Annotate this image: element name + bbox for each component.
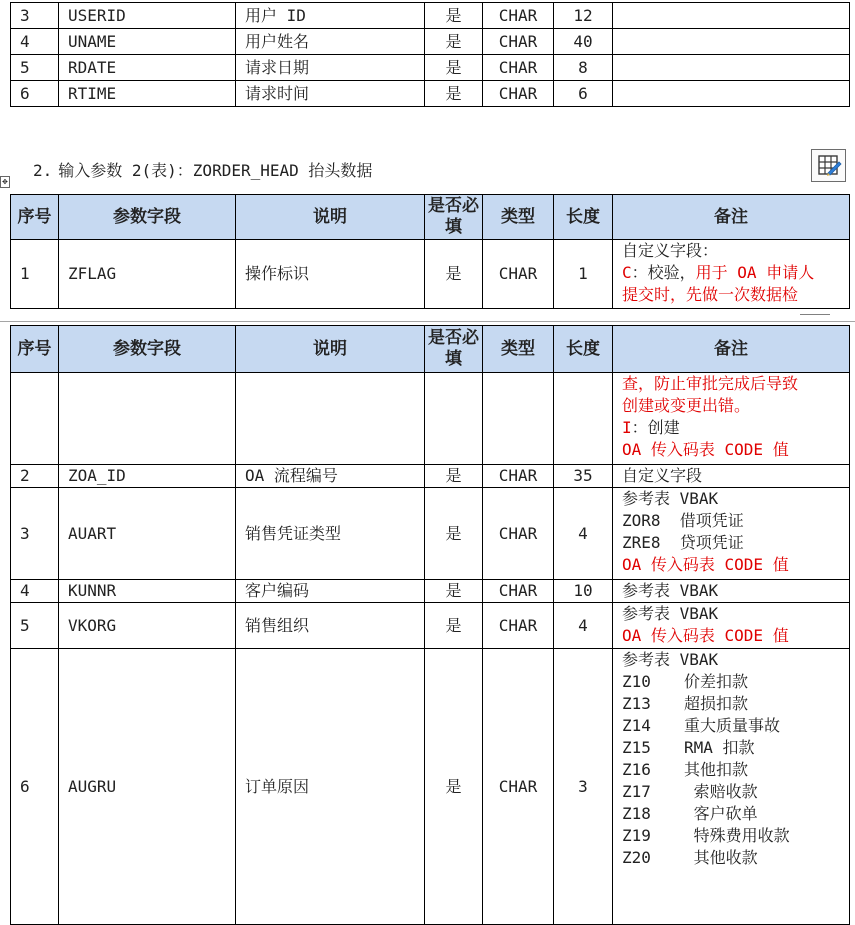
row-desc: 用户姓名 xyxy=(236,29,425,55)
row-length: 3 xyxy=(554,649,613,925)
row-desc: 操作标识 xyxy=(236,240,425,309)
row-note: 参考表 VBAK xyxy=(613,580,850,603)
parameter-table-1 xyxy=(10,2,850,107)
row-required: 是 xyxy=(425,81,483,107)
row-desc: 请求时间 xyxy=(236,81,425,107)
section-heading xyxy=(33,158,378,181)
reason-code-row xyxy=(622,737,849,759)
row-field: UNAME xyxy=(59,29,236,55)
reason-code-row xyxy=(622,781,849,803)
reason-code: Z20 xyxy=(622,848,651,867)
row-field: USERID xyxy=(59,3,236,29)
note-text-red: 用于 OA 申请人 xyxy=(695,263,815,282)
reason-label: 价差扣款 xyxy=(684,672,749,691)
row-required: 是 xyxy=(425,488,483,580)
row-length: 10 xyxy=(554,580,613,603)
table-row xyxy=(11,465,850,488)
header-length: 长度 xyxy=(554,326,613,373)
row-no: 6 xyxy=(11,649,59,925)
note-line: 提交时，先做一次数据检 xyxy=(622,285,799,304)
row-required: 是 xyxy=(425,580,483,603)
table-row xyxy=(11,580,850,603)
row-required: 是 xyxy=(425,240,483,309)
row-note xyxy=(613,81,850,107)
table-row xyxy=(11,29,850,55)
row-length: 1 xyxy=(554,240,613,309)
row-no: 6 xyxy=(11,81,59,107)
row-required: 是 xyxy=(425,603,483,649)
header-note: 备注 xyxy=(613,195,850,240)
row-type: CHAR xyxy=(483,81,554,107)
row-required: 是 xyxy=(425,29,483,55)
header-required: 是否必填 xyxy=(425,195,483,240)
header-field: 参数字段 xyxy=(59,195,236,240)
note-text: ：校验， xyxy=(631,263,696,282)
note-line: OA 传入码表 CODE 值 xyxy=(622,440,789,459)
row-type: CHAR xyxy=(483,29,554,55)
row-desc: 销售组织 xyxy=(236,603,425,649)
table-style-button[interactable] xyxy=(811,149,846,182)
row-length: 12 xyxy=(554,3,613,29)
table-move-handle[interactable] xyxy=(0,176,10,188)
row-note xyxy=(613,603,850,649)
row-type: CHAR xyxy=(483,488,554,580)
header-type: 类型 xyxy=(483,326,554,373)
page-break-gap xyxy=(0,310,855,325)
row-desc: 客户编码 xyxy=(236,580,425,603)
row-type: CHAR xyxy=(483,55,554,81)
header-row xyxy=(11,195,850,240)
reason-label: 超损扣款 xyxy=(684,694,749,713)
reason-code: Z15 xyxy=(622,738,651,757)
row-note xyxy=(613,373,850,465)
table-row xyxy=(11,488,850,580)
section-number: 2. xyxy=(33,161,53,180)
row-type: CHAR xyxy=(483,465,554,488)
row-type: CHAR xyxy=(483,649,554,925)
row-length: 6 xyxy=(554,81,613,107)
row-type: CHAR xyxy=(483,580,554,603)
table-row xyxy=(11,649,850,925)
row-length: 35 xyxy=(554,465,613,488)
row-note xyxy=(613,488,850,580)
row-required: 是 xyxy=(425,55,483,81)
row-field: AUGRU xyxy=(59,649,236,925)
header-length: 长度 xyxy=(554,195,613,240)
row-no: 5 xyxy=(11,603,59,649)
row-required: 是 xyxy=(425,649,483,925)
row-length: 40 xyxy=(554,29,613,55)
reason-code: Z13 xyxy=(622,694,651,713)
row-note xyxy=(613,55,850,81)
header-row xyxy=(11,326,850,373)
note-line: 创建或变更出错。 xyxy=(622,396,751,415)
header-no: 序号 xyxy=(11,195,59,240)
note-line: OA 传入码表 CODE 值 xyxy=(622,555,789,574)
row-no: 1 xyxy=(11,240,59,309)
row-type: CHAR xyxy=(483,3,554,29)
row-field: AUART xyxy=(59,488,236,580)
row-field: ZFLAG xyxy=(59,240,236,309)
note-line xyxy=(622,262,849,284)
reason-code-row xyxy=(622,825,849,847)
reason-label: RMA 扣款 xyxy=(684,738,755,757)
row-field: ZOA_ID xyxy=(59,465,236,488)
reason-label: 其他扣款 xyxy=(684,760,749,779)
reason-code-row xyxy=(622,693,849,715)
row-no: 3 xyxy=(11,488,59,580)
header-required: 是否必填 xyxy=(425,326,483,373)
note-code: C xyxy=(622,263,632,282)
reason-label: 重大质量事故 xyxy=(684,716,781,735)
row-length: 4 xyxy=(554,488,613,580)
row-type: CHAR xyxy=(483,240,554,309)
row-length: 4 xyxy=(554,603,613,649)
reason-code-row xyxy=(622,847,849,869)
row-field: RTIME xyxy=(59,81,236,107)
note-code: I xyxy=(622,418,632,437)
table-grid-icon xyxy=(812,150,845,181)
row-note: 自定义字段 xyxy=(613,465,850,488)
page-break-mark xyxy=(800,314,830,315)
row-no: 3 xyxy=(11,3,59,29)
note-line: 参考表 VBAK xyxy=(622,650,719,669)
row-desc: OA 流程编号 xyxy=(236,465,425,488)
reason-code-row xyxy=(622,759,849,781)
row-note xyxy=(613,3,850,29)
table-row xyxy=(11,81,850,107)
header-note: 备注 xyxy=(613,326,850,373)
zorder-head-table xyxy=(10,194,850,309)
table-row xyxy=(11,3,850,29)
table-row xyxy=(11,373,850,465)
table-row xyxy=(11,603,850,649)
reason-code: Z17 xyxy=(622,782,651,801)
row-no: 2 xyxy=(11,465,59,488)
row-note xyxy=(613,240,850,309)
row-required: 是 xyxy=(425,3,483,29)
row-type: CHAR xyxy=(483,603,554,649)
reason-code-row xyxy=(622,715,849,737)
note-line: 查，防止审批完成后导致 xyxy=(622,374,799,393)
reason-label: 特殊费用收款 xyxy=(684,826,790,845)
row-desc: 请求日期 xyxy=(236,55,425,81)
row-no: 5 xyxy=(11,55,59,81)
note-line: 参考表 VBAK xyxy=(622,604,719,623)
note-line: 自定义字段： xyxy=(622,241,719,260)
row-field: VKORG xyxy=(59,603,236,649)
row-required: 是 xyxy=(425,465,483,488)
row-field: KUNNR xyxy=(59,580,236,603)
reason-label: 索赔收款 xyxy=(684,782,758,801)
note-line: 参考表 VBAK xyxy=(622,489,719,508)
note-line: OA 传入码表 CODE 值 xyxy=(622,626,789,645)
row-field: RDATE xyxy=(59,55,236,81)
note-line: ZOR8 借项凭证 xyxy=(622,511,744,530)
reason-code-row xyxy=(622,671,849,693)
row-length: 8 xyxy=(554,55,613,81)
row-no: 4 xyxy=(11,580,59,603)
zorder-head-table-continued xyxy=(10,325,850,925)
reason-code: Z10 xyxy=(622,672,651,691)
reason-label: 客户砍单 xyxy=(684,804,758,823)
section-title: 输入参数 2(表)：ZORDER_HEAD 抬头数据 xyxy=(58,161,373,180)
header-desc: 说明 xyxy=(236,326,425,373)
page-break-line xyxy=(0,321,855,322)
table-move-handle-icon: ✥ xyxy=(2,177,8,187)
reason-code: Z14 xyxy=(622,716,651,735)
header-type: 类型 xyxy=(483,195,554,240)
note-line xyxy=(622,417,849,439)
reason-label: 其他收款 xyxy=(684,848,758,867)
header-field: 参数字段 xyxy=(59,326,236,373)
reason-code-row xyxy=(622,803,849,825)
table-row xyxy=(11,240,850,309)
row-note xyxy=(613,649,850,925)
row-desc: 用户 ID xyxy=(236,3,425,29)
header-no: 序号 xyxy=(11,326,59,373)
row-desc: 销售凭证类型 xyxy=(236,488,425,580)
header-desc: 说明 xyxy=(236,195,425,240)
row-desc: 订单原因 xyxy=(236,649,425,925)
reason-code: Z18 xyxy=(622,804,651,823)
reason-code: Z19 xyxy=(622,826,651,845)
note-text: ：创建 xyxy=(631,418,680,437)
row-no: 4 xyxy=(11,29,59,55)
row-note xyxy=(613,29,850,55)
reason-code: Z16 xyxy=(622,760,651,779)
table-row xyxy=(11,55,850,81)
note-line: ZRE8 贷项凭证 xyxy=(622,533,744,552)
